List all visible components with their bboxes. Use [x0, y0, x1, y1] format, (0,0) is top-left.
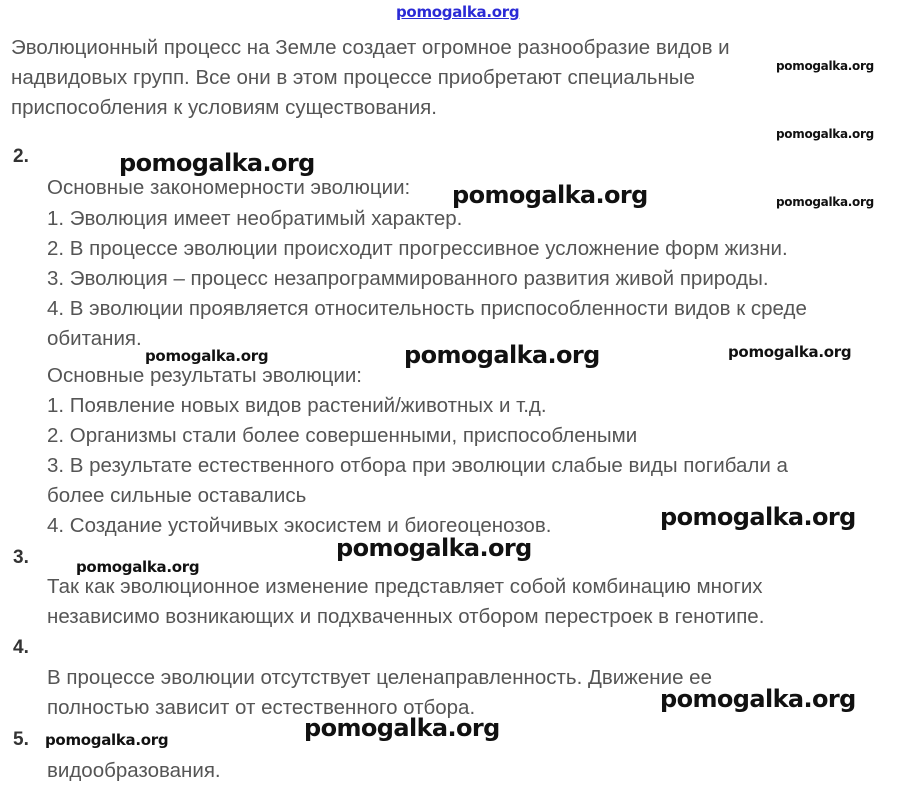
watermark: pomogalka.org [76, 558, 200, 576]
section-2-line: Основные закономерности эволюции: [47, 176, 411, 199]
section-2-line: 2. В процессе эволюции происходит прогрессивное усложнение форм жизни. [47, 237, 788, 260]
watermark: pomogalka.org [660, 685, 856, 713]
watermark: pomogalka.org [776, 195, 874, 209]
section-2-line: Основные результаты эволюции: [47, 364, 362, 387]
watermark: pomogalka.org [776, 127, 874, 141]
watermark: pomogalka.org [660, 503, 856, 531]
header-watermark-link[interactable]: pomogalka.org [396, 3, 520, 21]
section-2-line: 3. В результате естественного отбора при эволюции слабые виды погибали а [47, 454, 788, 477]
watermark: pomogalka.org [304, 714, 500, 742]
section-2-line: обитания. [47, 327, 142, 350]
watermark: pomogalka.org [728, 343, 852, 361]
intro-line-1: Эволюционный процесс на Земле создает огромное разнообразие видов и [11, 36, 730, 59]
section-2-line: 2. Организмы стали более совершенными, приспособлеными [47, 424, 638, 447]
intro-line-3: приспособления к условиям существования. [11, 96, 437, 119]
watermark: pomogalka.org [45, 731, 169, 749]
section-4-line: полностью зависит от естественного отбора. [47, 696, 476, 719]
section-2-line: более сильные оставались [47, 484, 307, 507]
section-2-line: 1. Эволюция имеет необратимый характер. [47, 207, 463, 230]
watermark: pomogalka.org [404, 341, 600, 369]
section-5-line: видообразования. [47, 759, 221, 782]
section-3-line: Так как эволюционное изменение представляет собой комбинацию многих [47, 575, 763, 598]
section-2-line: 1. Появление новых видов растений/животных и т.д. [47, 394, 547, 417]
section-number-5: 5. [13, 729, 29, 750]
section-3-line: независимо возникающих и подхваченных отбором перестроек в генотипе. [47, 605, 765, 628]
section-number-4: 4. [13, 637, 29, 658]
section-2-line: 3. Эволюция – процесс незапрограммированного развития живой природы. [47, 267, 769, 290]
watermark: pomogalka.org [336, 534, 532, 562]
watermark: pomogalka.org [452, 181, 648, 209]
section-number-2: 2. [13, 146, 29, 167]
watermark: pomogalka.org [145, 347, 269, 365]
section-2-line: 4. В эволюции проявляется относительность приспособленности видов к среде [47, 297, 807, 320]
intro-line-2: надвидовых групп. Все они в этом процессе приобретают специальные [11, 66, 695, 89]
watermark: pomogalka.org [776, 59, 874, 73]
section-number-3: 3. [13, 547, 29, 568]
section-4-line: В процессе эволюции отсутствует целенаправленность. Движение ее [47, 666, 712, 689]
watermark: pomogalka.org [119, 149, 315, 177]
section-2-line: 4. Создание устойчивых экосистем и биогеоценозов. [47, 514, 552, 537]
